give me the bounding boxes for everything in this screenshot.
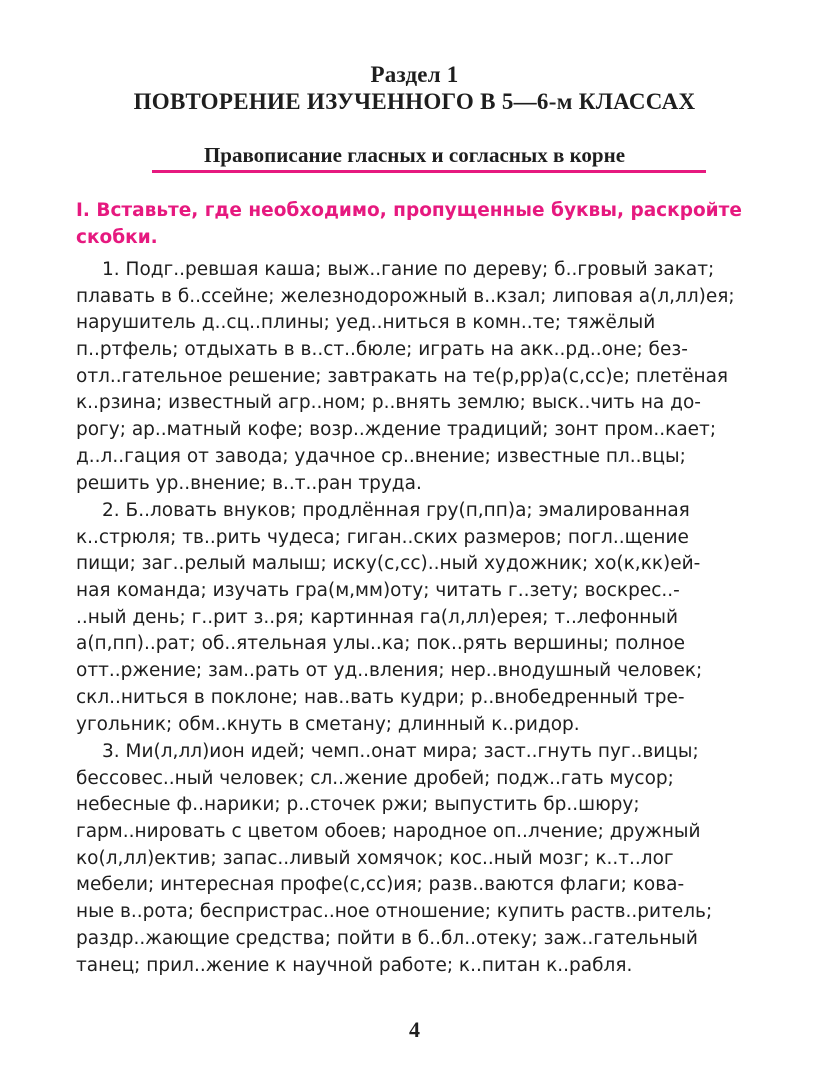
exercise-line: нарушитель д..сц..плины; уед..ниться в комн..те; тяжёлый [76, 312, 656, 334]
exercise-line: д..л..гация от завода; удачное ср..внение; известные пл..вцы; [76, 445, 686, 467]
exercise-line: 2. Б..ловать внуков; продлённая гру(п,пп)а; эмалированная [102, 500, 690, 521]
topic-title: Правописание гласных и согласных в корне [203, 143, 626, 167]
exercise-line: небесные ф..нарики; р..сточек ржи; выпустить бр..шюру; [76, 794, 640, 816]
exercise-line: плавать в б..ссейне; железнодорожный в..кзал; липовая а(л,лл)ея; [76, 285, 735, 307]
exercise-line: решить ур..внение; в..т..ран труда. [76, 472, 422, 494]
exercise-line: ко(л,лл)ектив; запас..ливый хомячок; кос..ный мозг; к..т..лог [76, 847, 674, 869]
exercise-line: п..ртфель; отдыхать в в..ст..бюле; играть на акк..рд..оне; без- [76, 339, 688, 361]
exercise-line: ная команда; изучать гра(м,мм)оту; читать г..зету; воскрес..- [76, 580, 680, 602]
exercise-line: отл..гательное решение; завтракать на те(р,рр)а(с,сс)е; плетёная [76, 365, 729, 387]
task-line: скобки. [76, 226, 158, 248]
exercise-line: бессовес..ный человек; сл..жение дробей; подж..гать мусор; [76, 767, 674, 789]
exercise-line: ..ный день; г..рит з..ря; картинная га(л,лл)ерея; т..лефонный [76, 606, 679, 628]
exercise-line: гарм..нировать с цветом обоев; народное оп..лчение; дружный [76, 821, 701, 843]
section-title: ПОВТОРЕНИЕ ИЗУЧЕННОГО В 5—6-м КЛАССАХ [133, 89, 696, 114]
exercise-line: 1. Подг..ревшая каша; выж..гание по дереву; б..гровый закат; [102, 259, 715, 280]
exercise-1 [76, 257, 756, 497]
exercise-line: скл..ниться в поклоне; нав..вать кудри; р..внобедренный тре- [76, 686, 685, 708]
exercise-line: отт..ржение; зам..рать от уд..вления; нер..внодушный человек; [76, 660, 703, 682]
task-instruction [76, 196, 756, 249]
exercise-line: угольник; обм..кнуть в сметану; длинный к..ридор. [76, 713, 580, 735]
exercise-line: ные в..рота; беспристрас..ное отношение; купить раств..ритель; [76, 901, 713, 923]
exercise-3 [76, 739, 756, 979]
exercise-line: мебели; интересная профе(с,сс)ия; разв..ваются флаги; кова- [76, 874, 685, 896]
section-label: Раздел 1 [370, 62, 459, 87]
exercise-line: рогу; ар..матный кофе; возр..ждение традиций; зонт пром..кает; [76, 419, 717, 441]
exercise-line: пищи; заг..релый малыш; иску(с,сс)..ный художник; хо(к,кк)ей- [76, 553, 701, 575]
exercise-line: 3. Ми(л,лл)ион идей; чемп..онат мира; заст..гнуть пуг..вицы; [102, 741, 699, 762]
exercise-line: а(п,пп)..рат; об..ятельная улы..ка; пок..рять вершины; полное [76, 633, 685, 655]
topic-underline [152, 170, 706, 173]
exercise-line: раздр..жающие средства; пойти в б..бл..отеку; заж..гательный [76, 927, 698, 949]
page-number: 4 [409, 1017, 420, 1042]
exercise-2 [76, 498, 756, 738]
exercise-line: танец; прил..жение к научной работе; к..питан к..рабля. [76, 954, 633, 976]
exercise-line: к..стрюля; тв..рить чудеса; гиган..ских размеров; погл..щение [76, 526, 689, 548]
exercise-line: к..рзина; известный агр..ном; р..внять землю; выск..чить на до- [76, 392, 701, 414]
task-line: I. Вставьте, где необходимо, пропущенные буквы, раскройте [76, 200, 742, 221]
